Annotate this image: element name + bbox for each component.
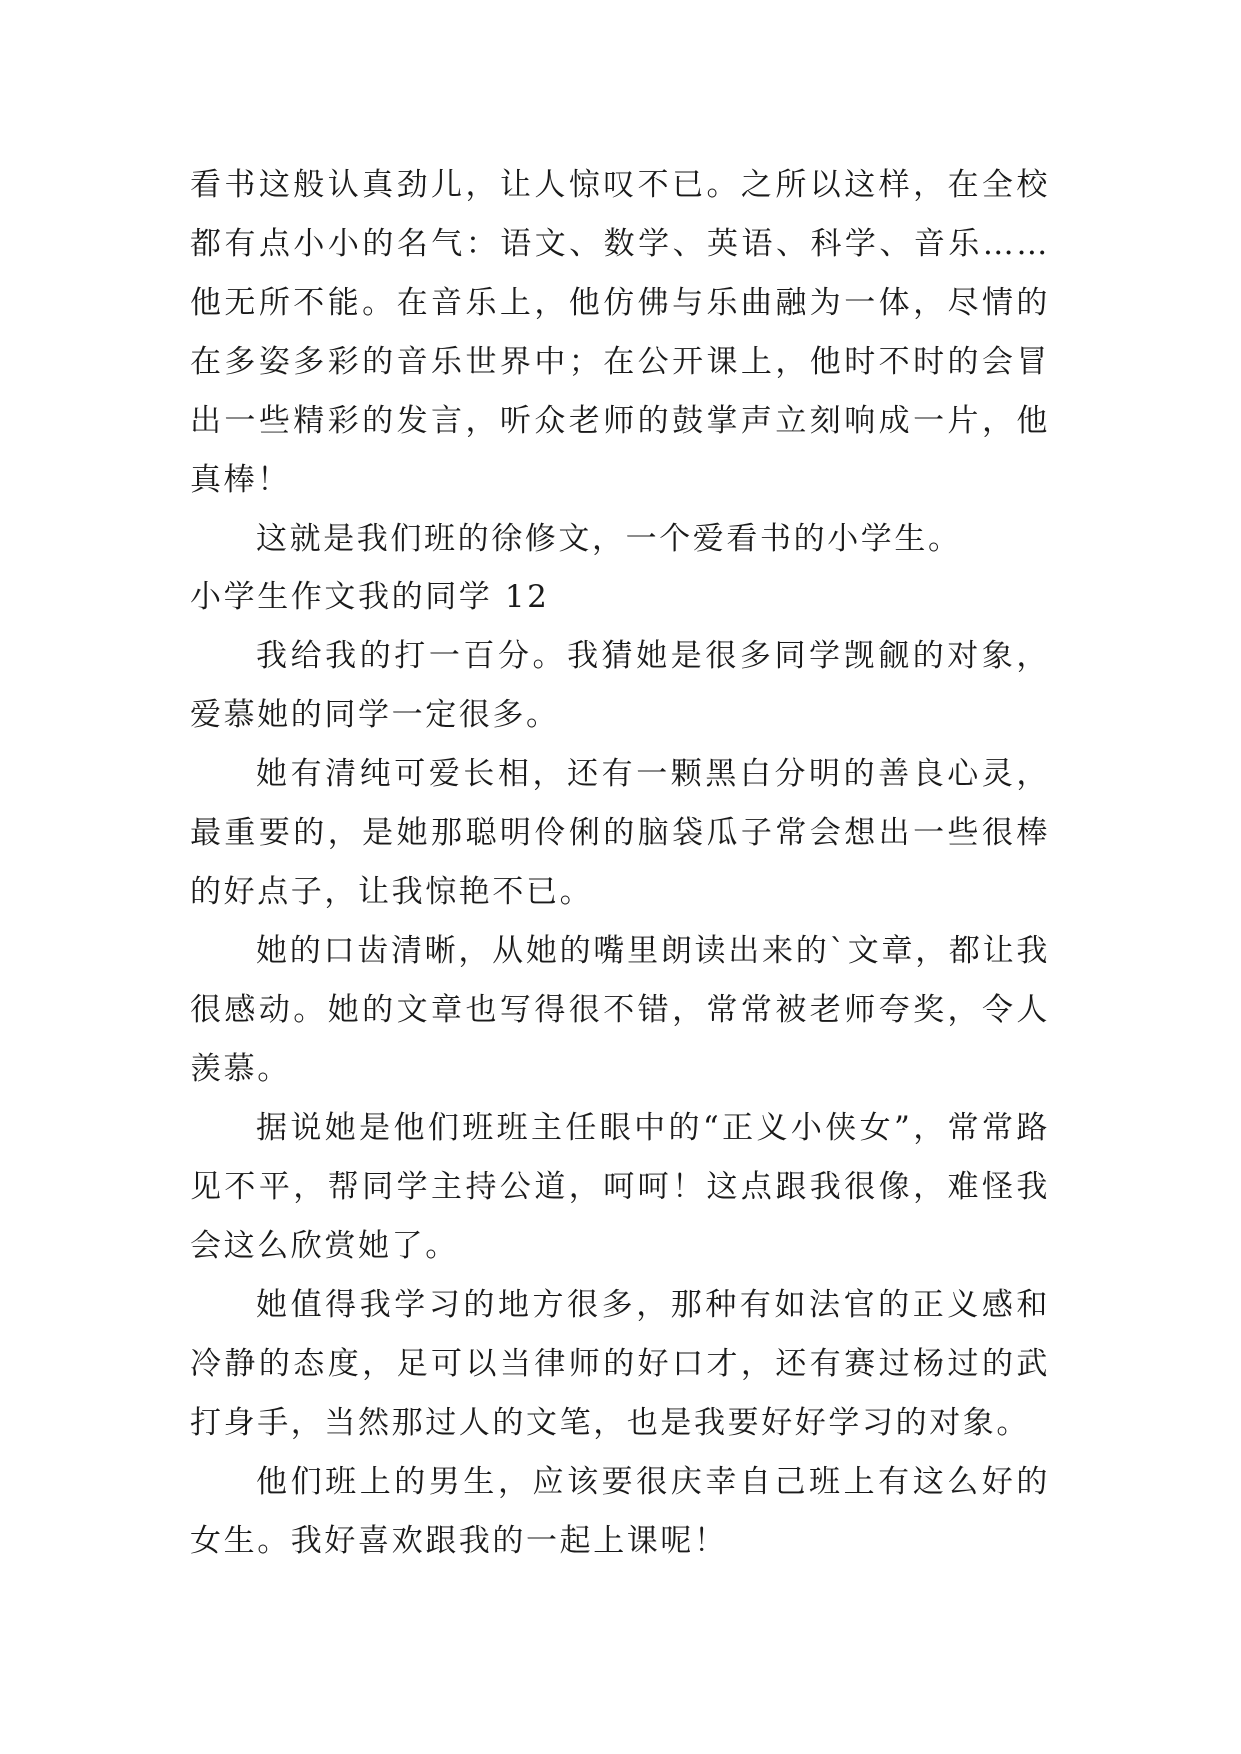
paragraph: 据说她是他们班班主任眼中的“正义小侠女”，常常路见不平，帮同学主持公道，呵呵！这点跟我很像，难怪我会这么欣赏她了。 (190, 1110, 1050, 1264)
paragraph: 她有清纯可爱长相，还有一颗黑白分明的善良心灵，最重要的，是她那聪明伶俐的脑袋瓜子常会想出一些很棒的好点子，让我惊艳不已。 (190, 756, 1050, 910)
essay (190, 568, 1050, 1571)
paragraph: 看书这般认真劲儿，让人惊叹不已。之所以这样，在全校都有点小小的名气：语文、数学、英语、科学、音乐……他无所不能。在音乐上，他仿佛与乐曲融为一体，尽情的在多姿多彩的音乐世界中；在公开课上，他时不时的会冒出一些精彩的发言，听众老师的鼓掌声立刻响成一片，他真棒！ (190, 167, 1050, 498)
paragraph: 她值得我学习的地方很多，那种有如法官的正义感和冷静的态度，足可以当律师的好口才，还有赛过杨过的武打身手，当然那过人的文笔，也是我要好好学习的对象。 (190, 1287, 1050, 1441)
paragraph: 这就是我们班的徐修文，一个爱看书的小学生。 (256, 521, 962, 557)
previous-essay-ending (190, 156, 1050, 569)
paragraph: 他们班上的男生，应该要很庆幸自己班上有这么好的女生。我好喜欢跟我的一起上课呢！ (190, 1464, 1050, 1559)
paragraph: 我给我的打一百分。我猜她是很多同学觊觎的对象，爱慕她的同学一定很多。 (190, 638, 1050, 733)
essay-title: 小学生作文我的同学 12 (190, 579, 550, 615)
paragraph: 她的口齿清晰，从她的嘴里朗读出来的`文章，都让我很感动。她的文章也写得很不错，常常被老师夸奖，令人羡慕。 (190, 933, 1050, 1087)
